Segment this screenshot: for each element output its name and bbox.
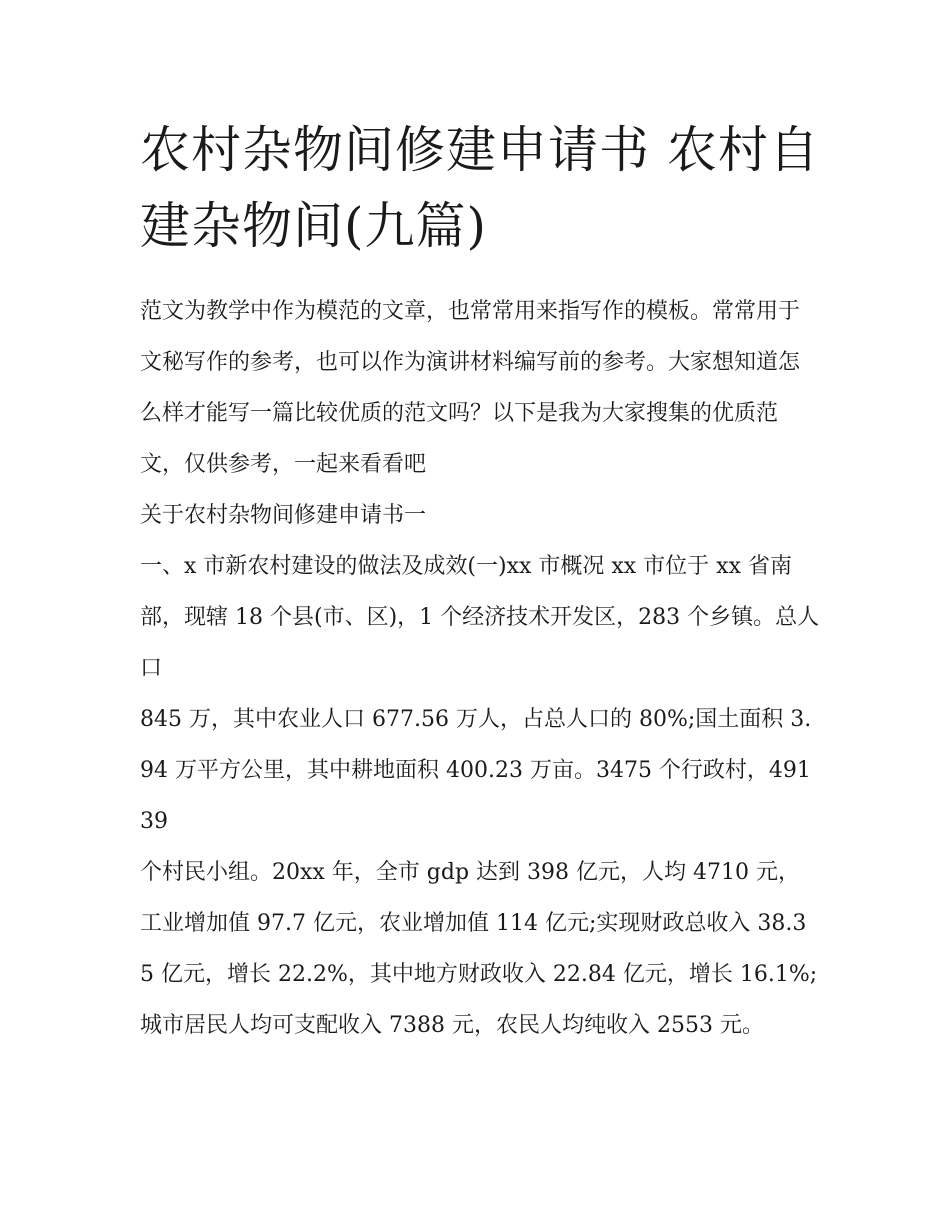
body-paragraph-1: 一、x 市新农村建设的做法及成效(一)xx 市概况 xx 市位于 xx 省南部，现辖 18 个县(市、区)，1 个经济技术开发区，283 个乡镇。总人口 — [140, 554, 820, 681]
section-heading: 关于农村杂物间修建申请书一 — [140, 503, 427, 528]
body-paragraph-3: 个村民小组。20xx 年，全市 gdp 达到 398 亿元，人均 4710 元，工业增加值 97.7 亿元，农业增加值 114 亿元;实现财政总收入 38.35 亿元，增长 22.2%，其中地方财政收入 22.84 亿元，增长 16.1%;城市居民人均可支配收入 7388 元，农民人均纯收入 2553 元。 — [140, 860, 818, 1038]
body-paragraph-2: 845 万，其中农业人口 677.56 万人，占总人口的 80%;国土面积 3.94 万平方公里，其中耕地面积 400.23 万亩。3475 个行政村，49139 — [140, 707, 812, 834]
document-title: 农村杂物间修建申请书 农村自建杂物间(九篇) — [140, 121, 820, 255]
document-page — [140, 112, 820, 1051]
document-body — [140, 286, 820, 1051]
intro-paragraph: 范文为教学中作为模范的文章，也常常用来指写作的模板。常常用于文秘写作的参考，也可以作为演讲材料编写前的参考。大家想知道怎么样才能写一篇比较优质的范文吗？以下是我为大家搜集的优质范文，仅供参考，一起来看看吧 — [140, 299, 801, 477]
